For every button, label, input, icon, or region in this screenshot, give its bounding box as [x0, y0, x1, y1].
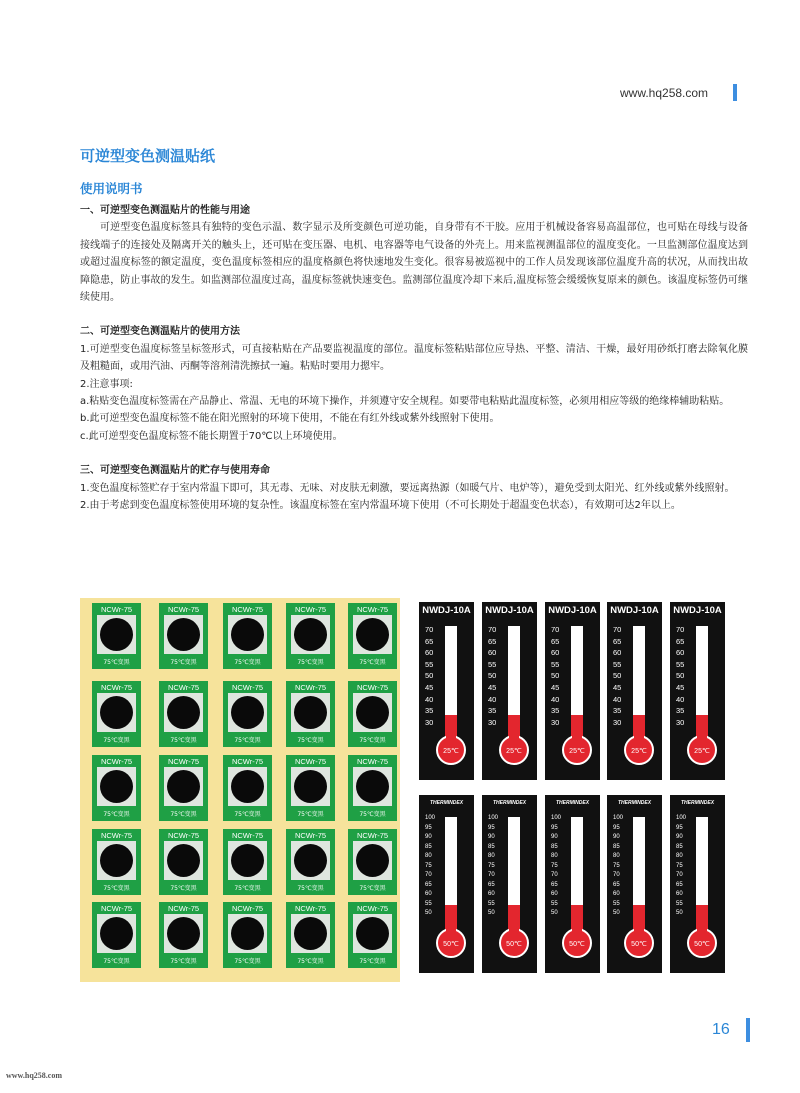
thermometer-scale-value: 90	[488, 834, 495, 840]
section-2-paragraph-4: b.此可逆型变色温度标签不能在阳光照射的环境下使用，不能在有红外线或紫外线照射下使用。	[80, 413, 500, 425]
ncw-label-model: NCWr-75	[167, 605, 200, 614]
ncw-label	[159, 681, 208, 747]
ncw-label-model: NCWr-75	[167, 757, 200, 766]
ncw-label-temp: 75℃变黑	[170, 885, 197, 892]
ncw-label-indicator	[353, 615, 392, 654]
thermometer-scale-value: 45	[551, 682, 560, 692]
ncw-label-temp: 75℃变黑	[103, 659, 130, 666]
thermometer-bulb-label: 50℃	[694, 941, 710, 948]
ncw-label	[92, 603, 141, 669]
thermometer-scale-value: 95	[613, 824, 620, 831]
section-2-paragraph-3: a.粘贴变色温度标签需在产品静止、常温、无电的环境下操作，并须遵守安全规程。如要带电粘贴此温度标签，必须用相应等级的绝缘棒辅助粘贴。	[80, 396, 730, 408]
ncw-label-temp: 75℃变黑	[234, 885, 261, 892]
ncw-label-black-dot	[100, 917, 133, 950]
thermometer-label	[670, 795, 725, 973]
ncw-label	[348, 902, 397, 968]
thermometer-scale-value: 70	[425, 625, 434, 634]
ncw-label-indicator	[291, 841, 330, 880]
thermometer-scale-value: 30	[613, 717, 622, 727]
thermometer-scale-value: 70	[488, 872, 495, 878]
ncw-label-model: NCWr-75	[100, 757, 133, 766]
thermometer-scale-value: 60	[551, 648, 560, 658]
ncw-label-temp: 75℃变黑	[359, 958, 386, 965]
thermometer-label	[419, 602, 474, 780]
ncw-label-indicator	[164, 767, 203, 806]
thermometer-scale-value: 100	[551, 815, 562, 821]
thermometer-model: NWDJ-10A	[673, 605, 722, 616]
thermometer-scale-value: 50	[488, 910, 495, 916]
thermometer-graphic	[545, 795, 600, 973]
ncw-label-indicator	[228, 615, 267, 654]
section-2-heading: 二、可逆型变色测温贴片的使用方法	[80, 326, 240, 338]
ncw-label	[159, 603, 208, 669]
ncw-label-indicator	[228, 693, 267, 732]
ncw-label-indicator	[97, 841, 136, 880]
thermometer-scale-value: 35	[613, 706, 622, 716]
ncw-label-indicator	[164, 693, 203, 732]
thermometer-scale-value: 60	[425, 891, 432, 897]
ncw-label-temp: 75℃变黑	[359, 737, 386, 744]
ncw-label-black-dot	[294, 844, 327, 877]
ncw-label-model: NCWr-75	[356, 683, 389, 692]
thermometer-scale-value: 55	[613, 900, 620, 907]
ncw-label-model: NCWr-75	[100, 904, 133, 913]
ncw-label-temp: 75℃变黑	[234, 958, 261, 965]
thermometer-scale-value: 65	[613, 881, 620, 888]
thermometer-scale-value: 100	[676, 815, 687, 821]
thermometer-scale-value: 55	[425, 659, 434, 669]
ncw-label-indicator	[353, 914, 392, 953]
ncw-label	[223, 829, 272, 895]
thermometer-graphic	[482, 795, 537, 973]
thermometer-scale-value: 70	[613, 625, 622, 634]
ncw-label-temp: 75℃变黑	[359, 811, 386, 818]
ncw-label-model: NCWr-75	[231, 831, 264, 840]
thermometer-scale-value: 95	[488, 824, 495, 831]
thermometer-scale-value: 90	[613, 834, 620, 840]
thermometer-scale-value: 45	[613, 682, 622, 692]
thermometer-scale-value: 60	[425, 648, 434, 658]
section-1-heading: 一、可逆型变色测温贴片的性能与用途	[80, 205, 250, 216]
thermometer-scale-value: 75	[676, 862, 683, 869]
thermometer-scale-value: 45	[488, 682, 497, 692]
ncw-label-indicator	[164, 841, 203, 880]
ncw-label-black-dot	[167, 844, 200, 877]
thermometer-scale-value: 55	[551, 659, 560, 669]
ncw-label	[159, 902, 208, 968]
ncw-label	[223, 755, 272, 821]
thermometer-scale-value: 35	[488, 706, 497, 716]
ncw-label	[223, 681, 272, 747]
ncw-label-indicator	[353, 767, 392, 806]
thermometer-scale-value: 100	[425, 815, 436, 821]
ncw-label-model: NCWr-75	[231, 605, 264, 614]
thermometer-scale-value: 95	[425, 824, 432, 831]
thermometer-scale-value: 65	[425, 881, 432, 888]
thermometer-bulb-label: 25℃	[443, 748, 459, 755]
thermometer-scale-value: 80	[425, 853, 432, 859]
thermometer-label	[545, 602, 600, 780]
ncw-label-indicator	[291, 693, 330, 732]
ncw-label-indicator	[97, 615, 136, 654]
page-number: 16	[712, 1021, 730, 1038]
thermometer-scale-value: 55	[613, 659, 622, 669]
thermometer-scale-value: 50	[551, 671, 560, 681]
footer-site-url: www.hq258.com	[6, 1071, 63, 1080]
ncw-label	[223, 902, 272, 968]
ncw-label-model: NCWr-75	[167, 904, 200, 913]
ncw-label-model: NCWr-75	[231, 683, 264, 692]
thermometer-scale-value: 55	[488, 659, 497, 669]
ncw-label-indicator	[228, 914, 267, 953]
ncw-label	[348, 829, 397, 895]
ncw-label-temp: 75℃变黑	[103, 737, 130, 744]
ncw-label-black-dot	[356, 844, 389, 877]
thermometer-scale-value: 50	[425, 671, 434, 681]
thermometer-scale-value: 75	[488, 862, 495, 869]
thermometer-label	[482, 795, 537, 973]
thermometer-scale-value: 30	[551, 717, 560, 727]
ncw-label-temp: 75℃变黑	[297, 958, 324, 965]
thermometer-graphic	[419, 795, 474, 973]
thermometer-graphic	[419, 602, 474, 780]
ncw-label-model: NCWr-75	[231, 757, 264, 766]
ncw-label-model: NCWr-75	[100, 683, 133, 692]
ncw-label-black-dot	[167, 618, 200, 651]
ncw-label-model: NCWr-75	[356, 831, 389, 840]
thermometer-scale-value: 65	[425, 636, 434, 646]
section-3-paragraph-2: 2.由于考虑到变色温度标签使用环境的复杂性。该温度标签在室内常温环境下使用（不可长期处于超温变色状态），有效期可达2年以上。	[80, 500, 681, 512]
thermometer-scale-value: 60	[613, 648, 622, 658]
thermometer-bulb-label: 25℃	[506, 748, 522, 755]
thermometer-scale-value: 60	[676, 891, 683, 897]
ncw-label	[286, 603, 335, 669]
thermometer-brand: THERMINDEX	[492, 800, 527, 806]
ncw-label-black-dot	[294, 696, 327, 729]
ncw-label-indicator	[228, 767, 267, 806]
thermometer-scale-value: 80	[613, 853, 620, 859]
ncw-label-temp: 75℃变黑	[359, 885, 386, 892]
ncw-label	[286, 681, 335, 747]
ncw-label-temp: 75℃变黑	[234, 659, 261, 666]
page-title: 可逆型变色测温贴纸	[80, 147, 216, 165]
thermometer-label	[607, 795, 662, 973]
ncw-label	[348, 755, 397, 821]
thermometer-scale-value: 35	[676, 706, 685, 716]
ncw-label	[159, 755, 208, 821]
thermometer-scale-value: 60	[676, 648, 685, 658]
thermometer-scale-value: 85	[425, 843, 432, 850]
thermometer-scale-value: 55	[488, 900, 495, 907]
thermometer-scale-value: 65	[676, 636, 685, 646]
ncw-label	[286, 829, 335, 895]
ncw-label-temp: 75℃变黑	[234, 737, 261, 744]
ncw-label-black-dot	[100, 770, 133, 803]
ncw-label-indicator	[291, 767, 330, 806]
ncw-label-black-dot	[294, 770, 327, 803]
thermometer-scale-value: 80	[676, 853, 683, 859]
thermometer-scale-value: 65	[551, 636, 560, 646]
thermometer-scale-value: 95	[676, 824, 683, 831]
ncw-label-model: NCWr-75	[167, 831, 200, 840]
thermometer-scale-value: 65	[613, 636, 622, 646]
thermometer-scale-value: 30	[676, 717, 685, 727]
section-3-heading: 三、可逆型变色测温贴片的贮存与使用寿命	[80, 465, 270, 477]
site-url: www.hq258.com	[620, 86, 709, 100]
ncw-label-black-dot	[167, 917, 200, 950]
ncw-label-temp: 75℃变黑	[170, 659, 197, 666]
thermometer-scale-value: 45	[425, 682, 434, 692]
thermometer-scale-value: 50	[676, 910, 683, 916]
thermometer-bulb-label: 50℃	[631, 941, 647, 948]
ncw-label-temp: 75℃变黑	[234, 811, 261, 818]
ncw-label-temp: 75℃变黑	[297, 885, 324, 892]
ncw-label-indicator	[97, 693, 136, 732]
thermometer-label	[482, 602, 537, 780]
ncw-label-model: NCWr-75	[167, 683, 200, 692]
thermometer-brand: THERMINDEX	[680, 800, 715, 806]
thermometer-scale-value: 100	[613, 815, 624, 821]
thermometer-model: NWDJ-10A	[422, 605, 471, 616]
thermometer-scale-value: 85	[551, 843, 558, 850]
thermometer-graphic	[607, 795, 662, 973]
ncw-label-indicator	[164, 914, 203, 953]
thermometer-scale-value: 85	[488, 843, 495, 850]
thermometer-graphic	[545, 602, 600, 780]
thermometer-brand: THERMINDEX	[555, 800, 590, 806]
thermometer-bulb-label: 50℃	[443, 941, 459, 948]
thermometer-scale-value: 70	[613, 872, 620, 878]
ncw-label-black-dot	[100, 696, 133, 729]
thermometer-scale-value: 65	[488, 881, 495, 888]
ncw-label-model: NCWr-75	[294, 904, 327, 913]
ncw-label	[92, 829, 141, 895]
ncw-label-indicator	[291, 914, 330, 953]
ncw-label	[223, 603, 272, 669]
ncw-label-black-dot	[100, 844, 133, 877]
ncw-label	[92, 755, 141, 821]
ncw-label	[92, 902, 141, 968]
section-3-paragraph-1: 1.变色温度标签贮存于室内常温下即可，其无毒、无味、对皮肤无刺激，要远离热源（如暖气片、电炉等），避免受到太阳光、红外线或紫外线照射。	[80, 482, 735, 494]
ncw-label-indicator	[228, 841, 267, 880]
ncw-label-black-dot	[356, 917, 389, 950]
ncw-label-temp: 75℃变黑	[297, 811, 324, 818]
ncw-label-model: NCWr-75	[231, 904, 264, 913]
thermometer-model: NWDJ-10A	[610, 605, 659, 616]
ncw-label-indicator	[164, 615, 203, 654]
thermometer-scale-value: 65	[676, 881, 683, 888]
ncw-label	[286, 902, 335, 968]
thermometer-scale-value: 50	[551, 910, 558, 916]
thermometer-bulb-label: 50℃	[506, 941, 522, 948]
section-2-paragraph-1: 1.可逆型变色温度标签呈标签形式，可直接粘贴在产品要监视温度的部位。温度标签粘贴部位应导热、平整、清洁、干燥，最好用砂纸打磨去除氧化膜及粗糙面，或用汽油、丙酮等溶剂清洗擦拭一遍。粘贴时要用力摁牢。	[80, 343, 748, 373]
ncw-label-temp: 75℃变黑	[170, 737, 197, 744]
thermometer-scale-value: 85	[613, 843, 620, 850]
thermometer-scale-value: 30	[425, 717, 434, 727]
thermometer-scale-value: 40	[613, 694, 622, 704]
thermometer-scale-value: 50	[676, 671, 685, 681]
thermometer-scale-value: 75	[425, 862, 432, 869]
ncw-label	[348, 603, 397, 669]
thermometer-graphic	[607, 602, 662, 780]
thermometer-scale-value: 70	[425, 872, 432, 878]
ncw-label-indicator	[291, 615, 330, 654]
page-number-accent-bar	[746, 1018, 750, 1042]
ncw-label-model: NCWr-75	[294, 757, 327, 766]
ncw-label-model: NCWr-75	[100, 605, 133, 614]
thermometer-scale-value: 65	[488, 636, 497, 646]
thermometer-scale-value: 50	[488, 671, 497, 681]
ncw-label-model: NCWr-75	[100, 831, 133, 840]
thermometer-scale-value: 55	[676, 900, 683, 907]
thermometer-label	[607, 602, 662, 780]
thermometer-graphic	[670, 602, 725, 780]
thermometer-scale-value: 95	[551, 824, 558, 831]
thermometer-scale-value: 90	[551, 834, 558, 840]
thermometer-model: NWDJ-10A	[485, 605, 534, 616]
ncw-label	[286, 755, 335, 821]
thermometer-scale-value: 40	[425, 694, 434, 704]
thermometer-model: NWDJ-10A	[548, 605, 597, 616]
ncw-label-black-dot	[356, 770, 389, 803]
ncw-label-temp: 75℃变黑	[103, 811, 130, 818]
thermometer-scale-value: 80	[488, 853, 495, 859]
ncw-label	[159, 829, 208, 895]
thermometer-label	[545, 795, 600, 973]
ncw-label-black-dot	[231, 917, 264, 950]
manual-content	[80, 202, 748, 515]
thermometer-scale-value: 70	[676, 625, 685, 634]
ncw-label-temp: 75℃变黑	[170, 811, 197, 818]
thermometer-scale-value: 55	[425, 900, 432, 907]
ncw-label-black-dot	[167, 770, 200, 803]
ncw-label-temp: 75℃变黑	[103, 958, 130, 965]
thermometer-scale-value: 60	[551, 891, 558, 897]
page-subtitle: 使用说明书	[80, 181, 143, 196]
thermometer-scale-value: 40	[488, 694, 497, 704]
thermometer-graphic	[670, 795, 725, 973]
ncw-label-indicator	[97, 767, 136, 806]
thermometer-label	[419, 795, 474, 973]
thermometer-bulb-label: 25℃	[569, 748, 585, 755]
ncw-label-black-dot	[231, 618, 264, 651]
ncw-label-model: NCWr-75	[294, 683, 327, 692]
ncw-label-black-dot	[167, 696, 200, 729]
ncw-label-indicator	[353, 841, 392, 880]
ncw-label-temp: 75℃变黑	[359, 659, 386, 666]
ncw-label-black-dot	[356, 696, 389, 729]
ncw-label-temp: 75℃变黑	[103, 885, 130, 892]
thermometer-scale-value: 30	[488, 717, 497, 727]
ncw-label-panel	[80, 598, 400, 982]
thermometer-scale-value: 70	[551, 872, 558, 878]
thermometer-scale-value: 35	[551, 706, 560, 716]
thermometer-scale-value: 55	[676, 659, 685, 669]
ncw-label-model: NCWr-75	[356, 605, 389, 614]
thermometer-scale-value: 70	[676, 872, 683, 878]
section-2-paragraph-2: 2.注意事项:	[80, 378, 133, 390]
ncw-label-indicator	[353, 693, 392, 732]
thermometer-scale-value: 50	[613, 910, 620, 916]
thermometer-scale-value: 100	[488, 815, 499, 821]
thermometer-bulb-label: 50℃	[569, 941, 585, 948]
thermometer-scale-value: 60	[488, 891, 495, 897]
thermometer-scale-value: 55	[551, 900, 558, 907]
thermometer-scale-value: 60	[613, 891, 620, 897]
thermometer-scale-value: 90	[425, 834, 432, 840]
ncw-label-black-dot	[294, 917, 327, 950]
thermometer-scale-value: 90	[676, 834, 683, 840]
ncw-label-temp: 75℃变黑	[297, 737, 324, 744]
ncw-label-black-dot	[100, 618, 133, 651]
ncw-label-temp: 75℃变黑	[170, 958, 197, 965]
section-1-paragraph: 可逆型变色温度标签具有独特的变色示温、数字显示及所变颜色可逆功能，自身带有不干胶。应用于机械设备容易高温部位，也可贴在母线与设备接线端子的连接处及隔离开关的触头上，还可贴在变压器、电机、电容器等电气设备的外壳上。用来监视测温部位的温度变化。一旦监测部位温度达到或超过温度标签的额定温度，变色温度标签相应的温度格颜色将快速地发生变化。很容易被巡视中的工作人员发现该部位温度升高的状况，从而找出故障隐患，防止事故的发生。如监测部位温度过高，温度标签就快速变色。监测部位温度冷却下来后,温度标签会缓缓恢复原来的颜色。该温度标签仍可继续使用。	[80, 222, 748, 304]
thermometer-scale-value: 45	[676, 682, 685, 692]
ncw-label-model: NCWr-75	[294, 605, 327, 614]
thermometer-scale-value: 85	[676, 843, 683, 850]
thermometer-brand: THERMINDEX	[617, 800, 652, 806]
ncw-label-indicator	[97, 914, 136, 953]
ncw-label-temp: 75℃变黑	[297, 659, 324, 666]
thermometer-scale-value: 80	[551, 853, 558, 859]
thermometer-scale-value: 60	[488, 648, 497, 658]
thermometer-scale-value: 70	[551, 625, 560, 634]
ncw-label-model: NCWr-75	[294, 831, 327, 840]
thermometer-scale-value: 50	[613, 671, 622, 681]
thermometer-bulb-label: 25℃	[694, 748, 710, 755]
ncw-label-black-dot	[231, 770, 264, 803]
thermometer-scale-value: 40	[676, 694, 685, 704]
ncw-label-model: NCWr-75	[356, 757, 389, 766]
ncw-label-black-dot	[231, 696, 264, 729]
thermometer-scale-value: 75	[551, 862, 558, 869]
thermometer-scale-value: 75	[613, 862, 620, 869]
thermometer-scale-value: 70	[488, 625, 497, 634]
thermometer-scale-value: 40	[551, 694, 560, 704]
section-2-paragraph-5: c.此可逆型变色温度标签不能长期置于70℃以上环境使用。	[80, 430, 343, 442]
thermometer-label	[670, 602, 725, 780]
ncw-label	[348, 681, 397, 747]
ncw-label-model: NCWr-75	[356, 904, 389, 913]
header-accent-bar	[733, 84, 737, 101]
ncw-label-black-dot	[294, 618, 327, 651]
thermometer-scale-value: 50	[425, 910, 432, 916]
thermometer-scale-value: 65	[551, 881, 558, 888]
thermometer-brand: THERMINDEX	[429, 800, 464, 806]
thermometer-scale-value: 35	[425, 706, 434, 716]
ncw-label-black-dot	[231, 844, 264, 877]
thermometer-graphic	[482, 602, 537, 780]
ncw-label-black-dot	[356, 618, 389, 651]
thermometer-bulb-label: 25℃	[631, 748, 647, 755]
ncw-label	[92, 681, 141, 747]
